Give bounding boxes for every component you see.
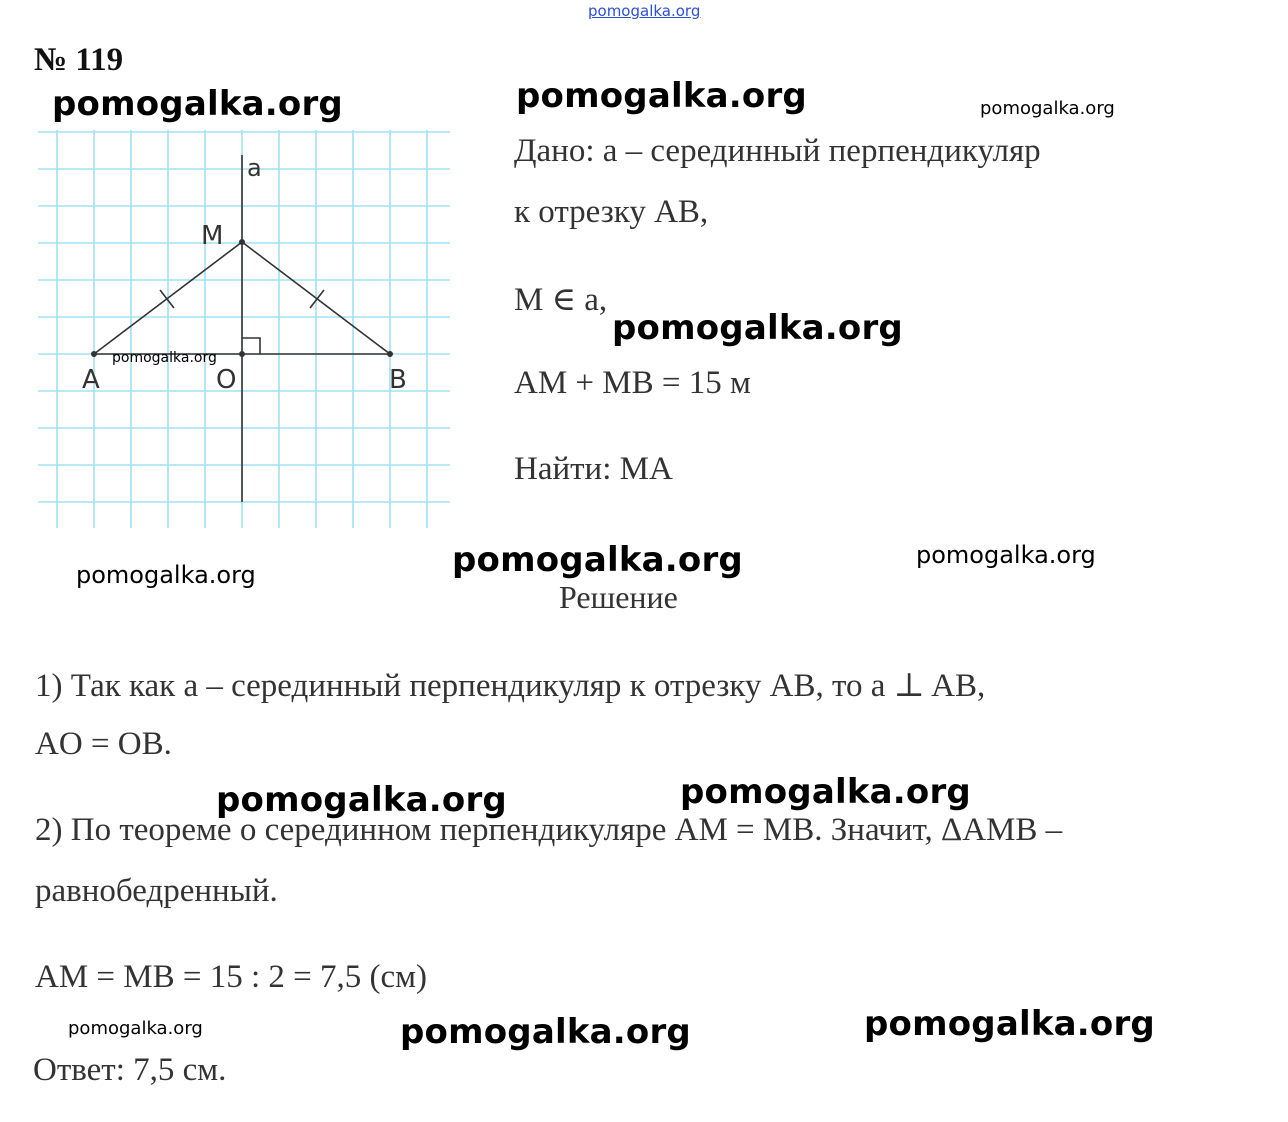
given-line-3: M ∈ a, [514,282,608,318]
solution-heading: Решение [559,579,678,615]
watermark: pomogalka.org [980,98,1115,119]
watermark: pomogalka.org [52,84,343,124]
find-line: Найти: MA [514,451,673,487]
figure-watermark: pomogalka.org [112,350,217,366]
watermark: pomogalka.org [680,772,971,812]
right-angle-mark [242,338,260,354]
geometry-figure [0,0,460,540]
tick-mb [310,290,324,308]
watermark: pomogalka.org [400,1012,691,1052]
point-b-dot [387,351,393,357]
given-line-2: к отрезку AB, [514,194,709,230]
watermark: pomogalka.org [452,540,743,580]
answer-line: Ответ: 7,5 см. [33,1052,227,1088]
step2-line2: равнобедренный. [35,873,278,909]
point-o-dot [239,351,245,357]
tick-am [160,290,174,308]
watermark: pomogalka.org [864,1004,1155,1044]
given-line-1: Дано: a – серединный перпендикуляр [514,133,1041,169]
given-line-4: AM + MB = 15 м [514,365,751,401]
point-a-dot [91,351,97,357]
watermark: pomogalka.org [916,541,1096,569]
label-a-line: a [247,154,262,182]
watermark: pomogalka.org [216,780,507,820]
label-m: M [201,221,224,251]
step1-line2: AO = OB. [35,726,172,762]
top-site-link[interactable]: pomogalka.org [588,2,701,20]
calc-line: AM = MB = 15 : 2 = 7,5 (см) [35,959,428,995]
point-m-dot [239,239,245,245]
grid [38,130,450,528]
watermark: pomogalka.org [68,1018,203,1039]
step2-line1: 2) По теореме о серединном перпендикуляре AM = MB. Значит, ΔAMB – [35,812,1063,848]
watermark: pomogalka.org [612,308,903,348]
watermark: pomogalka.org [516,76,807,116]
label-o: O [216,365,237,395]
problem-number: № 119 [34,42,124,78]
label-a-point: A [82,365,100,395]
label-b: B [389,365,407,395]
watermark: pomogalka.org [76,561,256,589]
step1-line1: 1) Так как a – серединный перпендикуляр к отрезку AB, то a ⊥ AB, [35,668,986,704]
